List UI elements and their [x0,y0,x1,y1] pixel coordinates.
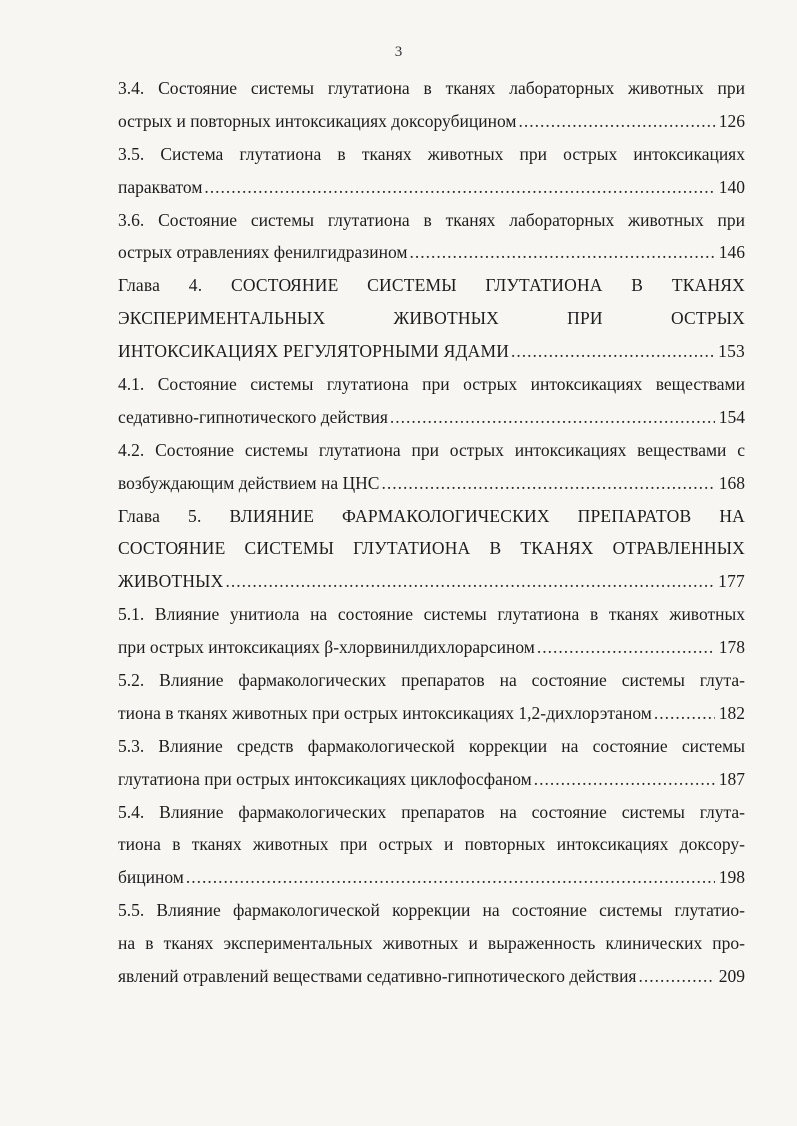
dot-leader [186,861,715,894]
toc-entry-line: 5.2. Влияние фармакологических препаратов на состояние системы глута- [118,670,745,691]
toc-entry-last-line [118,335,745,368]
toc-page-ref: 209 [718,966,745,987]
toc-entry-line: тиона в тканях животных при острых и повторных интоксикациях доксору- [118,834,745,855]
toc-entry-last-line [118,105,745,138]
toc-entry [118,664,745,730]
toc-entry-text: возбуждающим действием на ЦНС [118,472,380,493]
dot-leader [390,401,715,434]
toc-entry-last-line [118,236,745,269]
toc-entry-text: острых и повторных интоксикациях доксорубицином [118,110,517,131]
dot-leader [511,335,714,368]
dot-leader [518,105,714,138]
toc-entry-line: 4.2. Состояние системы глутатиона при острых интоксикациях веществами с [118,439,745,460]
toc-entry-last-line [118,565,745,598]
toc-page-ref: 178 [718,637,745,658]
toc-entry-last-line [118,861,745,894]
toc-page-ref: 187 [718,768,745,789]
page-number: 3 [394,44,403,60]
toc-entry [118,72,745,138]
dot-leader [225,565,714,598]
toc-entry [118,204,745,270]
toc-page-ref: 177 [718,571,745,592]
toc-entry-last-line [118,960,745,993]
toc-entry-last-line [118,171,745,204]
toc-entry [118,730,745,796]
toc-entry-line: ЭКСПЕРИМЕНТАЛЬНЫХ ЖИВОТНЫХ ПРИ ОСТРЫХ [118,308,745,329]
toc-entry-line: Глава 5. ВЛИЯНИЕ ФАРМАКОЛОГИЧЕСКИХ ПРЕПАРАТОВ НА [118,505,745,526]
toc-entry-line: СОСТОЯНИЕ СИСТЕМЫ ГЛУТАТИОНА В ТКАНЯХ ОТРАВЛЕННЫХ [118,538,745,559]
dot-leader [654,697,715,730]
toc-page-ref: 126 [718,110,745,131]
toc-entry [118,368,745,434]
toc-entry-last-line [118,467,745,500]
dot-leader [534,763,715,796]
toc-entry-line: 5.5. Влияние фармакологической коррекции на состояние системы глутатио- [118,900,745,921]
toc-entry-line: Глава 4. СОСТОЯНИЕ СИСТЕМЫ ГЛУТАТИОНА В ТКАНЯХ [118,275,745,296]
toc-entry-line: 5.3. Влияние средств фармакологической коррекции на состояние системы [118,735,745,756]
toc-page-ref: 154 [718,406,745,427]
toc-page-ref: 146 [718,242,745,263]
toc-page-ref: 182 [718,702,745,723]
toc-entry-line: 5.1. Влияние унитиола на состояние системы глутатиона в тканях животных [118,604,745,625]
toc-entry-last-line [118,401,745,434]
toc-entry-text: глутатиона при острых интоксикациях циклофосфаном [118,768,532,789]
toc-entry-last-line [118,631,745,664]
toc-entry [118,598,745,664]
toc-page-ref: 140 [718,176,745,197]
toc-entry-line: 5.4. Влияние фармакологических препаратов на состояние системы глута- [118,801,745,822]
dot-leader [537,631,715,664]
toc-chapter-entry [118,269,745,368]
toc-entry-text: бицином [118,867,184,888]
toc-entry-text: седативно-гипнотического действия [118,406,388,427]
toc-entry-line: на в тканях экспериментальных животных и выраженность клинических про- [118,933,745,954]
toc-entry-last-line [118,697,745,730]
toc-entry-text: ЖИВОТНЫХ [118,571,224,592]
toc-entry-text: острых отравлениях фенилгидразином [118,242,408,263]
toc-entry [118,434,745,500]
table-of-contents [118,72,745,993]
toc-entry-text: при острых интоксикациях β-хлорвинилдихлорарсином [118,637,535,658]
toc-entry-line: 3.4. Состояние системы глутатиона в тканях лабораторных животных при [118,78,745,98]
toc-entry-line: 4.1. Состояние системы глутатиона при острых интоксикациях веществами [118,374,745,395]
toc-entry-text: явлений отравлений веществами седативно-гипнотического действия [118,966,637,987]
toc-entry [118,138,745,204]
toc-page-ref: 198 [718,867,745,888]
toc-entry [118,796,745,895]
toc-entry-text: паракватом [118,176,203,197]
dot-leader [381,467,714,500]
toc-entry [118,894,745,993]
toc-entry-text: тиона в тканях животных при острых интоксикациях 1,2-дихлорэтаном [118,702,652,723]
toc-page-ref: 168 [718,472,745,493]
dot-leader [638,960,714,993]
toc-chapter-entry [118,500,745,599]
dot-leader [204,171,714,204]
dot-leader [409,236,714,269]
toc-page-ref: 153 [718,341,745,362]
toc-entry-line: 3.6. Состояние системы глутатиона в тканях лабораторных животных при [118,209,745,230]
toc-entry-line: 3.5. Система глутатиона в тканях животных при острых интоксикациях [118,143,745,164]
toc-entry-last-line [118,763,745,796]
toc-entry-text: ИНТОКСИКАЦИЯХ РЕГУЛЯТОРНЫМИ ЯДАМИ [118,341,510,362]
